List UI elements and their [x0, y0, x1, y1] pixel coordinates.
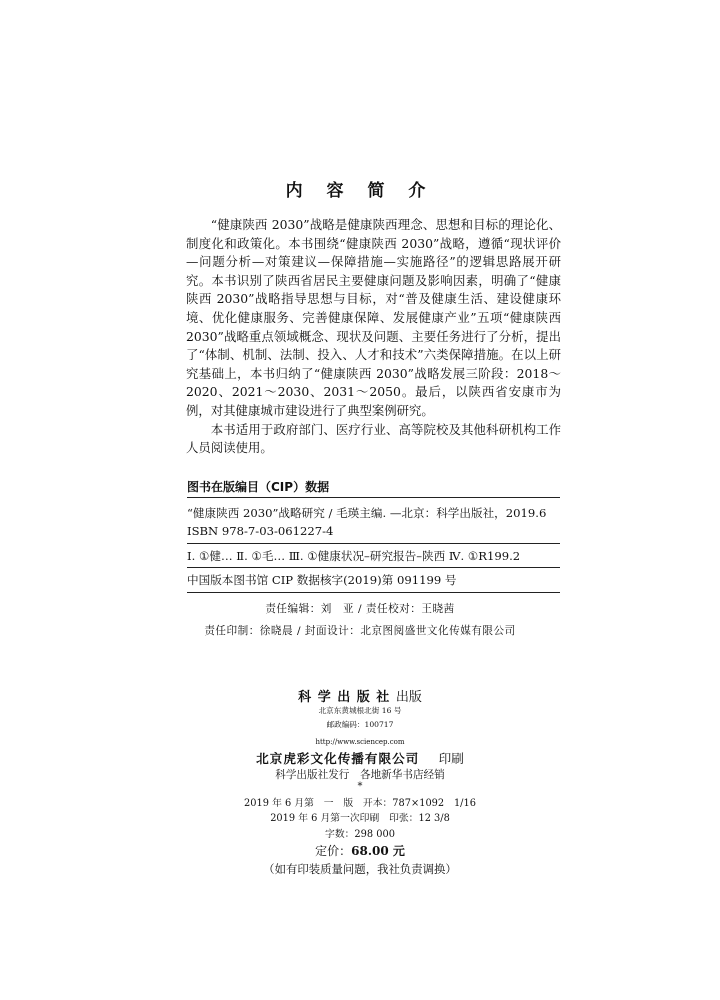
cip-title-line: “健康陕西 2030”战略研究 / 毛瑛主编. —北京：科学出版社，2019.6 — [187, 506, 547, 520]
quality-notice: （如有印装质量问题，我社负责调换） — [263, 862, 457, 876]
credits-editors: 责任编辑：刘 亚 / 责任校对：王晓茜 — [265, 603, 455, 615]
printer-name: 北京虎彩文化传播有限公司 — [256, 751, 420, 766]
price-line — [0, 842, 720, 859]
publisher-address: 北京东黄城根北街 16 号 — [318, 706, 402, 715]
cip-bottom-rule — [187, 592, 560, 593]
cip-mid-rule-2 — [187, 567, 560, 568]
intro-paragraph-1: “健康陕西 2030”战略是健康陕西理念、思想和目标的理论化、制度化和政策化。本书围绕“健康陕西 2030”战略，遵循“现状评价—问题分析—对策建议—保障措施—实施路径”的逻辑思路展开研究。本书识别了陕西省居民主要健康问题及影响因素，明确了“健康陕西 2030”战略指导思想与目标，对“普及健康生活、建设健康环境、优化健康服务、完善健康保障、发展健康产业”五项“健康陕西 2030”战略重点领域概念、现状及问题、主要任务进行了分析，提出了“体制、机制、法制、投入、人才和技术”六类保障措施。在以上研究基础上，本书归纳了“健康陕西 2030”战略发展三阶段：2018～2020、2021～2030、2031～2050。最后，以陕西省安康市为例，对其健康城市建设进行了典型案例研究。 — [186, 217, 561, 418]
cip-mid-rule-1 — [187, 543, 560, 544]
distribution-line: 科学出版社发行 各地新华书店经销 — [275, 769, 445, 781]
publisher-tag: 出版 — [395, 690, 422, 705]
section-title: 内 容 简 介 — [285, 181, 435, 201]
price-value: 68.00 元 — [351, 844, 405, 858]
cip-number: 中国版本图书馆 CIP 数据核字(2019)第 091199 号 — [187, 573, 457, 587]
publisher-line — [0, 686, 720, 705]
cip-top-rule — [187, 497, 560, 498]
credits-production: 责任印制：徐晓晨 / 封面设计：北京图阅盛世文化传媒有限公司 — [204, 625, 516, 637]
cip-heading: 图书在版编目（CIP）数据 — [187, 480, 330, 494]
publisher-website: http://www.sciencep.com — [315, 738, 405, 746]
printer-tag: 印刷 — [438, 751, 464, 766]
printer-line — [0, 748, 720, 767]
publisher-name: 科 学 出 版 社 — [298, 690, 391, 705]
printing-line: 2019 年 6 月第一次印刷 印张：12 3/8 — [270, 813, 450, 824]
price-label: 定价： — [315, 844, 352, 858]
introduction — [186, 216, 561, 458]
edition-line: 2019 年 6 月第 一 版 开本：787×1092 1/16 — [244, 798, 476, 809]
cip-classification: Ⅰ. ①健… Ⅱ. ①毛… Ⅲ. ①健康状况–研究报告–陕西 Ⅳ. ①R199.2 — [187, 549, 521, 563]
wordcount-line: 字数：298 000 — [325, 829, 395, 840]
intro-paragraph-2: 本书适用于政府部门、医疗行业、高等院校及其他科研机构工作人员阅读使用。 — [186, 421, 561, 456]
publisher-postcode: 邮政编码：100717 — [326, 720, 394, 729]
cip-isbn: ISBN 978-7-03-061227-4 — [187, 524, 334, 538]
separator-star: * — [357, 781, 363, 792]
